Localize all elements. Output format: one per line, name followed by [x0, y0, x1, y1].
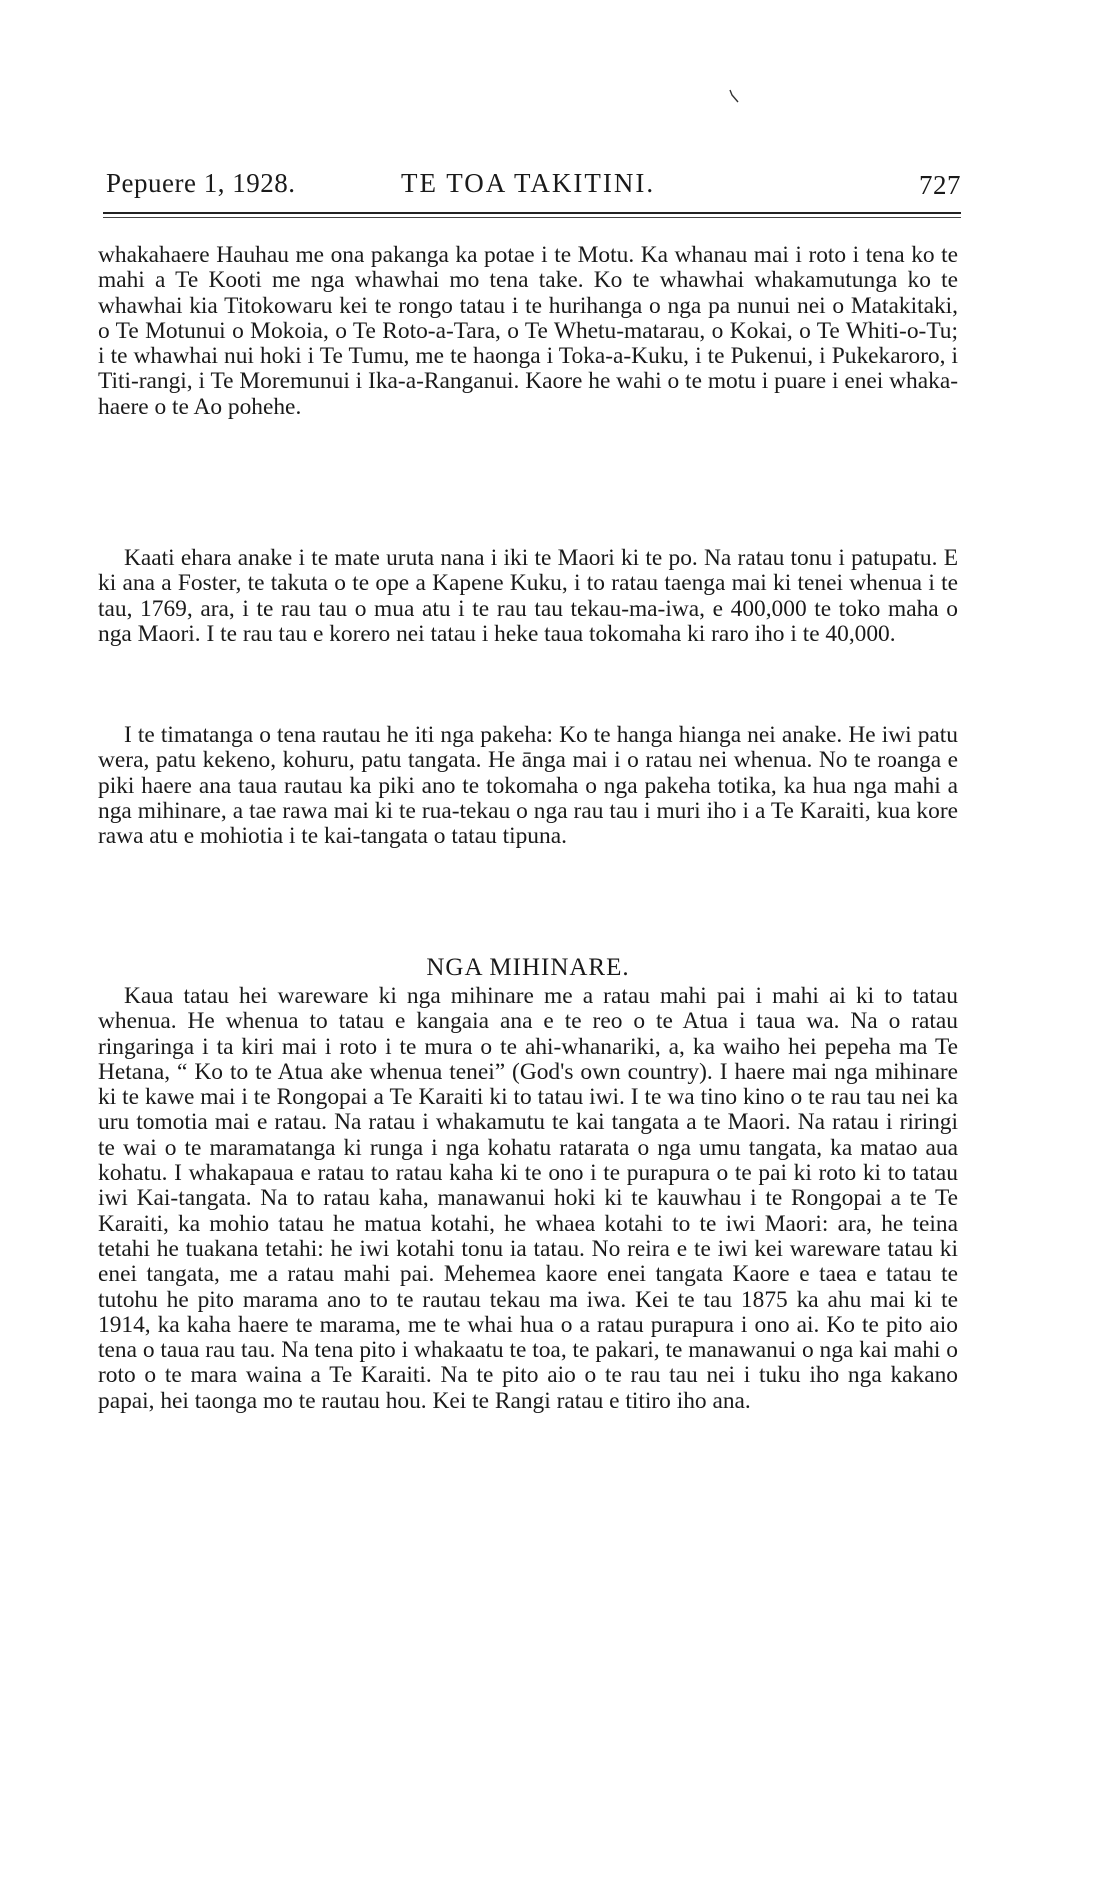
- paragraph-text: Kaua tatau hei wareware ki nga mihinare me a ratau mahi pai i mahi ai ki to tatau whenua. He whenua to tatau e kangaia ana e te reo o te Atua i taua wa. Na o ratau ringaringa i ta kiri mai i roto i te mura o te ahi-whanariki, a, ka waiho hei pepeha ma Te Hetana, “ Ko to te Atua ake whenua tenei” (God's own country). I haere mai nga mihinare ki te kawe mai i te Rongopai a Te Karaiti ki to tatau iwi. I te wa tino kino o te rau tau nei ka uru tomotia mai e ratau. Na ratau i whakamutu te kai tangata a te Maori. Na ratau i riringi te wai o te maramatanga ki runga i nga kohatu ratarata o nga umu tangata, ka matao aua kohatu. I whakapaua e ratau to ratau kaha ki te ono i te purapura o te pai ki roto ki to tatau iwi Kai-tangata. Na to ratau kaha, manawanui hoki ki te kauwhau i te Rongopai a te Te Karaiti, ka mohio tatau he matua kotahi, he whaea kotahi to te iwi Maori: ara, he teina tetahi he tuakana tetahi: he iwi kotahi tonu ia tatau. No reira e te iwi kei wareware tatau ki enei tangata, me a ratau mahi pai. Mehemea kaore enei tangata Kaore e taea e tatau te tutohu he pito marama ano to te rautau tekau ma iwa. Kei te tau 1875 ka ahu mai ki te 1914, ka kaha haere te marama, me te whai hua o a ratau purapura i ono ai. Ko te pito aio tena o taua rau tau. Na tena pito i whakaatu te toa, te pakari, te manawanui o nga kai mahi o roto o te mara waina a Te Karaiti. Na te pito aio o te rau tau nei i tuku iho nga kakano papai, hei taonga mo te rautau hou. Kei te Rangi ratau e titiro iho ana.: [98, 983, 958, 1414]
- paragraph-text: I te timatanga o tena rautau he iti nga pakeha: Ko te hanga hianga nei anake. He iwi patu wera, patu kekeno, kohuru, patu tangata. He ānga mai i o ratau nei whenua. No te roanga e piki haere ana taua rautau ka piki ano te tokomaha o nga pakeha totika, ka hua nga mahi a nga mihinare, a tae rawa mai ki te rua-tekau o nga rau tau i muri iho i a Te Karaiti, kua kore rawa atu e mohiotia i te kai-tangata o tatau tipuna.: [98, 722, 958, 850]
- article-body-paragraph-3: [98, 723, 958, 849]
- article-body-paragraph-1: [98, 243, 958, 420]
- section-heading: NGA MIHINARE.: [426, 954, 630, 981]
- page-header: [106, 168, 961, 204]
- article-body-paragraph-4: [98, 984, 958, 1414]
- paragraph-text: Kaati ehara anake i te mate uruta nana i iki te Maori ki te po. Na ratau tonu i patupatu. E ki ana a Foster, te takuta o te ope a Kapene Kuku, i to ratau taenga mai ki tenei whenua i te tau, 1769, ara, i te rau tau o mua atu i te rau tau tekau-ma-iwa, e 400,000 te toko maha o nga Maori. I te rau tau e korero nei tatau i heke taua tokomaha ki raro iho i te 40,000.: [98, 545, 958, 647]
- page-number: 727: [919, 170, 961, 200]
- header-date: Pepuere 1, 1928.: [106, 168, 296, 198]
- paragraph-text: whakahaere Hauhau me ona pakanga ka potae i te Motu. Ka whanau mai i roto i tena ko te mahi a Te Kooti me nga whawhai mo tena take. Ko te whawhai whakamutunga ko te whawhai kia Titokowaru kei te rongo tatau i te hurihanga o nga pa nunui nei o Matakitaki, o Te Motunui o Mokoia, o Te Roto-a-Tara, o Te Whetu-matarau, o Kokai, o Te Whiti-o-Tu; i te whawhai nui hoki i Te Tumu, me te haonga i Toka-a-Kuku, i te Pukenui, i Pukekaroro, i Titi-rangi, i Te Moremunui i Ika-a-Ranganui. Kaore he wahi o te motu i puare i enei whaka-haere o te Ao pohehe.: [98, 242, 958, 420]
- header-rule-thick: [103, 212, 961, 214]
- header-rule-thin: [103, 217, 961, 218]
- stray-mark-icon: [729, 89, 739, 103]
- article-body-paragraph-2: [98, 546, 958, 647]
- publication-title: TE TOA TAKITINI.: [401, 168, 656, 198]
